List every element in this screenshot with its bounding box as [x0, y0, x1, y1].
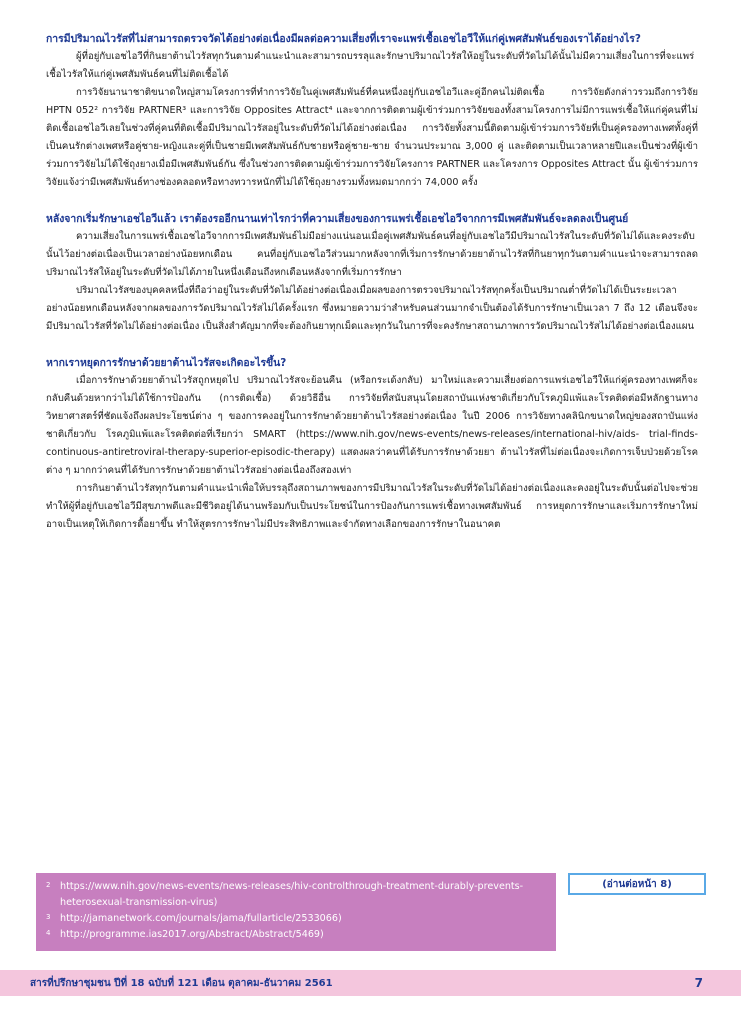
paragraph: ปริมาณไวรัสของบุคคลหนึ่งที่ถือว่าอยู่ในระดับที่วัดไม่ได้อย่างต่อเนื่องเมื่อผลของการตรวจปริมาณไวรัสทุกครั้งเป็นปริมาณต่ำที่วัดไม่ได้เป็นระยะเวลาอย่างน้อยหกเดือนหลังจากผลของการวัดปริมาณไวรัสไม่ได้ครั้งแรก ซึ่งหมายความว่าสำหรับคนส่วนมากจำเป็นต้องได้รับการรักษาเป็นเวลา 7 ถึง 12 เดือนจึงจะมีปริมาณไวรัสที่วัดไม่ได้อย่างต่อเนื่อง เป็นสิ่งสำคัญมากที่จะต้องกินยาทุกเม็ดและทุกวันในการที่จะคงรักษาสถานภาพการวัดปริมาณไวรัสไม่ได้อย่างต่อเนื่องแผน — [46, 285, 698, 332]
footnote-link[interactable]: http://jamanetwork.com/journals/jama/fullarticle/2533066) — [60, 913, 342, 924]
section-heading: การมีปริมาณไวรัสที่ไม่สามารถตรวจวัดได้อย่างต่อเนื่องมีผลต่อความเสี่ยงที่เราจะแพร่เชื้อเอชไอวีให้แก่คู่เพศสัมพันธ์ของเราได้อย่างไร? — [46, 33, 641, 45]
section-heading: หากเราหยุดการรักษาด้วยยาต้านไวรัสจะเกิดอะไรขึ้น? — [46, 357, 287, 369]
footnote — [46, 927, 556, 943]
publication-info: สารที่ปรึกษาชุมชน ปีที่ 18 ฉบับที่ 121 เดือน ตุลาคม-ธันวาคม 2561 — [30, 977, 333, 989]
paragraph: ผู้ที่อยู่กับเอชไอวีที่กินยาต้านไวรัสทุกวันตามคำแนะนำและสามารถบรรลุและรักษาปริมาณไวรัสให้อยู่ในระดับที่วัดไม่ได้นั้นไม่มีความเสี่ยงในการที่จะแพร่เชื้อไวรัสให้แก่คู่เพศสัมพันธ์คนที่ไม่ติดเชื้อได้ — [46, 51, 695, 80]
footnote-number: 3 — [46, 913, 51, 921]
article-body — [46, 30, 698, 552]
page-number: 7 — [694, 976, 703, 990]
paragraph: เมื่อการรักษาด้วยยาต้านไวรัสถูกหยุดไป ปริมาณไวรัสจะย้อนคืน (หรือกระเด้งกลับ) มาใหม่และความเสี่ยงต่อการแพร่เอชไอวีให้แก่คู่ครองทางเพศก็จะกลับคืนด้วยหากว่าไม่ได้ใช้การป้องกัน (การติดเชื้อ) ด้วยวิธีอื่น การวิจัยที่สนับสนุนโดยสถาบันแห่งชาติเกี่ยวกับโรคภูมิแพ้และโรคติดต่อมีหลักฐานทางวิทยาศาสตร์ที่ชัดแจ้งถึงผลประโยชน์ต่าง ๆ ของการคงอยู่ในการรักษาด้วยยาต้านไวรัสอย่างต่อเนื่อง ในปี 2006 การวิจัยทางคลินิกขนาดใหญ่ของสถาบันแห่งชาติเกี่ยวกับ โรคภูมิแพ้และโรคติดต่อที่เรียกว่า SMART (https://www.nih.gov/news-events/news-releases/international-hiv/aids- trial-finds-continuous-antiretroviral-therapy-superior-episodic-therapy) แสดงผลว่าคนที่ได้รับการรักษาด้วยยา ต้านไวรัสที่ไม่ต่อเนื่องจะเกิดการเจ็บป่วยด้วยโรคต่าง ๆ มากกว่าคนที่ได้รับการรักษาด้วยยาต้านไวรัสอย่างต่อเนื่องถึงสองเท่า — [46, 375, 698, 476]
section-time-to-zero-risk — [46, 210, 698, 336]
section-heading: หลังจากเริ่มรักษาเอชไอวีแล้ว เราต้องรออีกนานเท่าไรกว่าที่ความเสี่ยงของการแพร่เชื้อเอชไอวีจากการมีเพศสัมพันธ์จะลดลงเป็นศูนย์ — [46, 213, 629, 225]
paragraph: ความเสี่ยงในการแพร่เชื้อเอชไอวีจากการมีเพศสัมพันธ์ไม่มีอย่างแน่นอนเมื่อคู่เพศสัมพันธ์คนที่อยู่กับเอชไอวีมีปริมาณไวรัสในระดับที่วัดไม่ได้และคงระดับนั้นไว้อย่างต่อเนื่องเป็นเวลาอย่างน้อยหกเดือน คนที่อยู่กับเอชไอวีส่วนมากหลังจากที่เริ่มการรักษาด้วยยาต้านไวรัสที่กินยาทุกวันตามคำแนะนำจะสามารถลดปริมาณไวรัสให้อยู่ในระดับที่วัดไม่ได้ภายในหนึ่งเดือนถึงหกเดือนหลังจากที่เริ่มการรักษา — [46, 231, 698, 278]
footnote — [46, 911, 556, 927]
footnote-link[interactable]: http://programme.ias2017.org/Abstract/Abstract/5469) — [60, 929, 324, 940]
footnote-link[interactable]: https://www.nih.gov/news-events/news-releases/hiv-controlthrough-treatment-durably-prevents-heterosexual-transmission-virus) — [60, 881, 524, 908]
continue-to-page-label: (อ่านต่อหน้า 8) — [568, 873, 706, 895]
footnotes-box — [36, 873, 556, 951]
section-stopping-treatment — [46, 354, 698, 534]
section-undetectable-risk — [46, 30, 698, 192]
footnote — [46, 879, 556, 911]
footnote-number: 2 — [46, 881, 51, 889]
paragraph: การกินยาต้านไวรัสทุกวันตามคำแนะนำเพื่อให้บรรลุถึงสถานภาพของการมีปริมาณไวรัสในระดับที่วัดไม่ได้อย่างต่อเนื่องและคงอยู่ในระดับนั้นต่อไปจะช่วยทำให้ผู้ที่อยู่กับเอชไอวีมีสุขภาพดีและมีชีวิตอยู่ได้นานพร้อมกับเป็นประโยชน์ในการป้องกันการแพร่เชื้อทางเพศสัมพันธ์ การหยุดการรักษาและเริ่มการรักษาใหม่อาจเป็นเหตุให้เกิดการดื้อยาขึ้น ทำให้สูตรการรักษาไม่มีประสิทธิภาพและจำกัดทางเลือกของการรักษาในอนาคต — [46, 483, 698, 530]
footnote-number: 4 — [46, 929, 51, 937]
paragraph: การวิจัยนานาชาติขนาดใหญ่สามโครงการที่ทำการวิจัยในคู่เพศสัมพันธ์ที่คนหนึ่งอยู่กับเอชไอวีและคู่อีกคนไม่ติดเชื้อ การวิจัยดังกล่าวรวมถึงการวิจัย HPTN 052² การวิจัย PARTNER³ และการวิจัย Opposites Attract⁴ และจากการติดตามผู้เข้าร่วมการวิจัยของทั้งสามโครงการไม่มีการแพร่เชื้อให้แก่คู่คนที่ไม่ติดเชื้อเอชไอวีเลยในช่วงที่คู่คนที่ติดเชื้อมีปริมาณไวรัสอยู่ในระดับที่วัดไม่ได้อย่างต่อเนื่อง การวิจัยทั้งสามนี้ติดตามผู้เข้าร่วมการวิจัยที่เป็นคู่ครองทางเพศทั้งคู่ที่เป็นคนรักต่างเพศหรือคู่ชาย-หญิงและคู่ที่เป็นชายมีเพศสัมพันธ์กับชายหรือคู่ชาย-ชาย จำนวนประมาณ 3,000 คู่ และติดตามเป็นเวลาหลายปีและเป็นช่วงที่ผู้เข้าร่วมการวิจัยไม่ได้ใช้ถุงยางเมื่อมีเพศสัมพันธ์กัน ซึ่งในช่วงการติดตามผู้เข้าร่วมการวิจัยโครงการ PARTNER และโครงการ Opposites Attract นั้น ผู้เข้าร่วมการวิจัยแจ้งว่ามีเพศสัมพันธ์ทางช่องคลอดหรือทางทวารหนักที่ไม่ได้ใช้ถุงยางรวมทั้งหมดมากกว่า 74,000 ครั้ง — [46, 87, 698, 188]
page-footer — [0, 970, 741, 996]
